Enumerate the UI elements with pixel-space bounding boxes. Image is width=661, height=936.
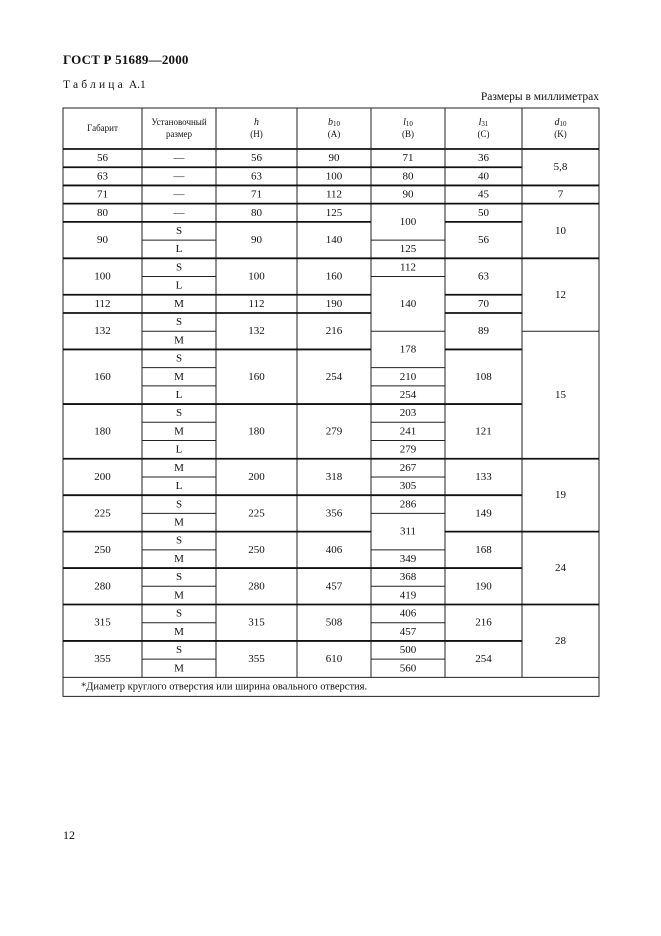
header-cell: $d_{10}$ [554,116,567,128]
table-cell: 210 [399,370,417,383]
table-cell: 80 [402,170,414,183]
table-cell: S [175,607,183,620]
table-cell: 250 [248,543,265,556]
table-cell: S [175,316,183,329]
table-cell: 28 [555,634,566,647]
table-cell: S [175,644,183,657]
table-cell: 457 [399,625,417,638]
table-cell: 279 [325,425,343,438]
table-cell: 63 [478,270,489,283]
table-cell: 279 [399,443,417,456]
header-cell: $l_{10}$ [403,116,413,128]
table-cell: M [174,370,184,383]
header-cell: Установочный [151,117,207,127]
table-cell: S [175,224,183,237]
table-cell: M [174,425,184,438]
table-cell: 305 [399,480,417,493]
units-note: Размеры в миллиметрах [480,91,599,103]
table-cell: 132 [94,325,111,338]
table-cell: 200 [94,470,111,483]
table-cell: 267 [399,461,417,474]
table-cell: L [175,279,183,292]
table-cell: 56 [478,234,489,247]
table-cell: S [175,534,183,547]
table-cell: 100 [94,270,111,283]
table-cell: 355 [94,653,111,666]
table-cell: 133 [475,470,492,483]
table-cell: M [174,552,184,565]
table-cell: 70 [478,297,489,310]
table-cell: 121 [475,425,492,438]
header-cell-sub: (A) [327,129,341,139]
table-cell: 203 [399,407,417,420]
table-cell: 71 [251,188,262,201]
table-cell: 168 [475,543,492,556]
table-cell: S [175,498,183,511]
table-cell: 160 [325,270,343,283]
table-cell: 180 [94,425,111,438]
table-cell: 80 [97,206,108,219]
table-cell: 311 [399,525,417,538]
table-cell: 280 [94,580,111,593]
table-cell: 610 [325,653,343,666]
table-cell: — [173,188,185,201]
table-cell: 90 [97,234,108,247]
table-cell: 10 [555,224,566,237]
table-cell: 356 [325,507,343,520]
table-cell: 100 [325,170,343,183]
table-cell: 132 [248,325,265,338]
table-cell: 368 [399,571,417,584]
table-cell: 560 [399,662,417,675]
table-cell: L [175,388,183,401]
table-cell: L [175,443,183,456]
table-cell: 406 [399,607,417,620]
table-cell: 200 [248,470,265,483]
table-cell: S [175,407,183,420]
page-number: 12 [63,828,75,842]
table-cell: 508 [325,616,343,629]
table-cell: 112 [94,297,111,310]
table-cell: 90 [251,234,262,247]
table-cell: — [173,170,185,183]
table-cell: 112 [399,261,417,274]
table-cell: 100 [399,215,417,228]
table-cell: 315 [248,616,265,629]
table-cell: 63 [251,170,262,183]
table-cell: 100 [248,270,265,283]
table-cell: 149 [475,507,492,520]
table-cell: 12 [555,288,566,301]
table-cell: 90 [402,188,414,201]
table-cell: M [174,625,184,638]
table-caption-number: А.1 [128,79,146,91]
table-cell: 280 [248,580,265,593]
table-cell: — [173,152,185,165]
table-cell: S [175,261,183,274]
table-cell: S [175,352,183,365]
table-cell: 457 [325,580,343,593]
table-cell: 500 [399,644,417,657]
table-cell: 190 [325,297,343,310]
header-cell-sub: (K) [554,129,567,139]
table-cell: 318 [325,470,343,483]
header-cell-sub: (B) [402,129,414,139]
table-cell: 125 [325,206,343,219]
table-cell: 254 [325,370,343,383]
table-cell: 419 [399,589,417,602]
table-cell: 178 [399,343,417,356]
table-cell: 19 [555,489,566,502]
table-cell: 7 [557,188,564,201]
document-header: ГОСТ Р 51689—2000 [63,52,189,67]
table-cell: M [174,461,184,474]
table-cell: M [174,662,184,675]
table-cell: 241 [399,425,417,438]
table-cell: L [175,243,183,256]
table-footnote: *Диаметр круглого отверстия или ширина овального отверстия. [81,681,368,693]
table-cell: 80 [251,206,262,219]
table-cell: 71 [402,152,414,165]
table-cell: 89 [478,325,489,338]
table-cell: 24 [555,562,566,575]
table-cell: 50 [478,206,489,219]
table-cell: 190 [475,580,492,593]
table-cell: M [174,589,184,602]
table-cell: M [174,297,184,310]
table-cell: S [175,571,183,584]
header-cell: $b_{10}$ [328,116,340,128]
table-cell: 63 [97,170,108,183]
table-cell: 112 [248,297,265,310]
table-cell: 286 [399,498,417,511]
table-cell: 180 [248,425,265,438]
table-cell: 140 [325,234,343,247]
table-cell: 36 [478,152,489,165]
table-cell: 15 [555,388,566,401]
table-cell: 140 [399,297,417,310]
table-cell: 90 [328,152,340,165]
table-cell: 225 [248,507,265,520]
table-cell: 160 [94,370,111,383]
table-cell: M [174,516,184,529]
header-cell: Габарит [87,123,118,133]
header-cell: $l_{31}$ [478,116,489,128]
header-cell-sub: размер [165,129,193,139]
header-cell-sub: (C) [477,129,490,139]
header-cell-sub: (H) [250,129,263,139]
table-cell: 71 [97,188,108,201]
table-caption-prefix: Таблица [63,79,126,91]
table-cell: 125 [399,243,417,256]
table-cell: 56 [97,152,108,165]
table-cell: 112 [325,188,343,201]
header-cell: h [254,116,259,128]
table-cell: 216 [325,325,343,338]
table-cell: 216 [475,616,492,629]
table-cell: 160 [248,370,265,383]
table-cell: 40 [478,170,489,183]
table-cell: 254 [475,653,492,666]
table-cell: 315 [94,616,111,629]
table-cell: 56 [251,152,262,165]
table-cell: 355 [248,653,265,666]
table-cell: — [173,206,185,219]
table-cell: 5,8 [553,161,568,174]
table-cell: 250 [94,543,111,556]
table-cell: 108 [475,370,492,383]
table-cell: 225 [94,507,111,520]
table-cell: 45 [478,188,489,201]
table-cell: 406 [325,543,343,556]
table-cell: 349 [399,552,417,565]
table-cell: M [174,334,184,347]
table-cell: 254 [399,388,417,401]
table-cell: L [175,480,183,493]
